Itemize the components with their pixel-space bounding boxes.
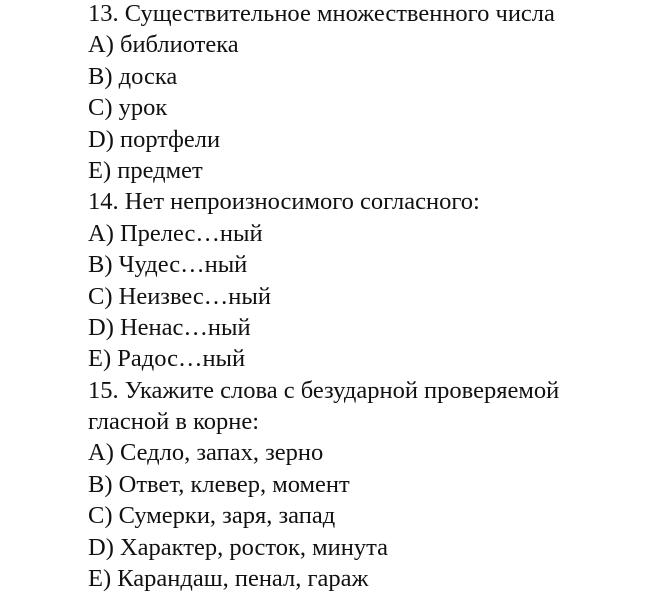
answer-option-c: C) Неизвес…ный [88,282,271,310]
answer-option-b: B) доска [88,62,178,90]
answer-option-c: C) Сумерки, заря, запад [88,502,336,530]
question-text-line-2: гласной в корне: [88,408,260,436]
question-text: 14. Нет непроизносимого согласного: [88,188,480,216]
answer-option-e: E) Карандаш, пенал, гараж [88,565,369,593]
answer-option-d: D) Ненас…ный [88,313,251,341]
question-text: 13. Существительное множественного числа [88,0,555,27]
answer-option-e: E) Радос…ный [88,345,246,373]
question-13 [88,0,648,186]
answer-option-a: A) Прелес…ный [88,219,263,247]
answer-option-c: C) урок [88,94,168,122]
question-text-line-1: 15. Укажите слова с безударной проверяемой [88,376,560,404]
answer-option-a: A) библиотека [88,31,239,59]
answer-option-b: B) Чудес…ный [88,251,248,279]
answer-option-a: A) Седло, запах, зерно [88,439,324,467]
answer-option-b: B) Ответ, клевер, момент [88,470,350,498]
answer-option-e: E) предмет [88,156,203,184]
question-15 [88,375,648,595]
question-14 [88,186,648,374]
test-document [88,0,648,594]
answer-option-d: D) Характер, росток, минута [88,533,388,561]
answer-option-d: D) портфели [88,125,221,153]
